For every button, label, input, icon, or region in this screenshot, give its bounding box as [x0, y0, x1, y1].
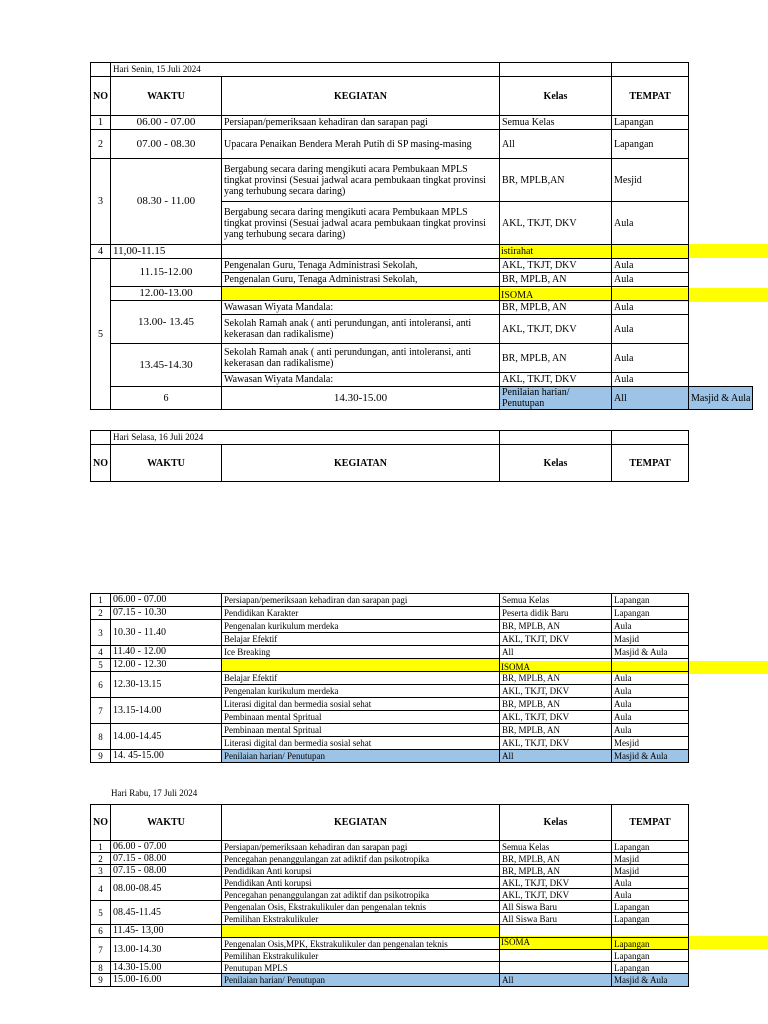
header-kegiatan: KEGIATAN	[222, 77, 500, 116]
table-row: 7 13.00-14.30 Pengenalan Osis,MPK, Ekstrakulikuler dan pengenalan teknis Lapangan	[91, 938, 689, 950]
table-row: 5 12.00 - 12.30	[91, 659, 689, 672]
day-title: Hari Rabu, 17 Juli 2024	[111, 788, 198, 798]
table-row: 4 11,00-11.15	[91, 245, 753, 259]
isoma-label: ISOMA	[501, 937, 531, 947]
table-row: 1 06.00 - 07.00 Persiapan/pemeriksaan kehadiran dan sarapan pagi Semua Kelas Lapangan	[91, 841, 689, 853]
table-row: 2 07.15 - 08.00 Pencegahan penanggulangan zat adiktif dan psikotropika BR, MPLB, AN Masjid	[91, 853, 689, 865]
table-row: Pemilihan Ekstrakulikuler All Siswa Baru Lapangan	[91, 913, 689, 925]
table-row: Bergabung secara daring mengikuti acara Pembukaan MPLS tingkat provinsi (Sesuai jadwal acara pembukaan tingkat provinsi yang terhubung secara daring) AKL, TKJT, DKV Aula	[91, 202, 753, 245]
day-title: Hari Selasa, 16 Juli 2024	[111, 431, 500, 445]
schedule-table-senin	[90, 62, 753, 410]
table-row: 1 06.00 - 07.00 Persiapan/pemeriksaan kehadiran dan sarapan pagi Semua Kelas Lapangan	[91, 116, 753, 130]
table-row: 2 07.00 - 08.30 Upacara Penaikan Bendera Merah Putih di SP masing-masing All Lapangan	[91, 130, 753, 159]
table-row: 12.00-13.00	[91, 287, 753, 301]
table-row: 2 07.15 - 10.30 Pendidikan Karakter Peserta didik Baru Lapangan	[91, 607, 689, 620]
table-row: 6 12.30-13.15 Belajar Efektif BR, MPLB, AN Aula	[91, 672, 689, 685]
table-row: 9 15.00-16.00 Penilaian harian/ Penutupan All Masjid & Aula	[91, 974, 689, 987]
table-row: 3 07.15 - 08.00 Pendidikan Anti korupsi BR, MPLB, AN Masjid	[91, 865, 689, 877]
header-kelas: Kelas	[500, 77, 612, 116]
header-tempat: TEMPAT	[612, 77, 689, 116]
table-row: Wawasan Wiyata Mandala: AKL, TKJT, DKV Aula	[91, 373, 753, 387]
schedule-table-rabu-header: NO WAKTU KEGIATAN Kelas TEMPAT	[90, 804, 689, 841]
table-row: 9 14. 45-15.00 Penilaian harian/ Penutupan All Masjid & Aula	[91, 750, 689, 763]
day-title: Hari Senin, 15 Juli 2024	[111, 63, 500, 77]
table-row: 5 08.45-11.45 Pengenalan Osis, Ekstrakulikuler dan pengenalan teknis All Siswa Baru Lapangan	[91, 901, 689, 913]
table-row: 4 11.40 - 12.00 Ice Breaking All Masjid & Aula	[91, 646, 689, 659]
table-row: 6 14.30-15.00 Penilaian harian/ Penutupan All Masjid & Aula	[91, 387, 753, 410]
table-row: Pengenalan kurikulum merdeka AKL, TKJT, DKV Aula	[91, 685, 689, 698]
istirahat-label: istirahat	[501, 246, 534, 257]
table-row: 3 08.30 - 11.00 Bergabung secara daring mengikuti acara Pembukaan MPLS tingkat provinsi (Sesuai jadwal acara pembukaan tingkat provinsi yang terhubung secara daring) BR, MPLB,AN Mesjid	[91, 159, 753, 202]
table-row: 6 11.45- 13,00	[91, 925, 689, 938]
table-row: 13.00- 13.45 Wawasan Wiyata Mandala: BR, MPLB, AN Aula	[91, 301, 753, 315]
table-row: Belajar Efektif AKL, TKJT, DKV Masjid	[91, 633, 689, 646]
table-row: Literasi digital dan bermedia sosial sehat AKL, TKJT, DKV Mesjid	[91, 737, 689, 750]
table-row: 4 08.00-08.45 Pendidikan Anti korupsi AKL, TKJT, DKV Aula	[91, 877, 689, 889]
table-row: 8 14.00-14.45 Pembinaan mental Spritual BR, MPLB, AN Aula	[91, 724, 689, 737]
schedule-table-selasa-header: Hari Selasa, 16 Juli 2024 NO WAKTU KEGIATAN Kelas TEMPAT	[90, 430, 689, 482]
header-waktu: WAKTU	[111, 77, 222, 116]
table-row: 8 14.30-15.00 Penutupan MPLS Lapangan	[91, 962, 689, 974]
table-row: Pembinaan mental Spritual AKL, TKJT, DKV Aula	[91, 711, 689, 724]
schedule-table-selasa	[90, 593, 689, 763]
table-row: Pencegahan penanggulangan zat adiktif dan psikotropika AKL, TKJT, DKV Aula	[91, 889, 689, 901]
isoma-label: ISOMA	[501, 290, 534, 301]
table-row: 3 10.30 - 11.40 Pengenalan kurikulum merdeka BR, MPLB, AN Aula	[91, 620, 689, 633]
table-row: 7 13.15-14.00 Literasi digital dan bermedia sosial sehat BR, MPLB, AN Aula	[91, 698, 689, 711]
table-row: Pengenalan Guru, Tenaga Administrasi Sekolah, BR, MPLB, AN Aula	[91, 273, 753, 287]
table-row: 1 06.00 - 07.00 Persiapan/pemeriksaan kehadiran dan sarapan pagi Semua Kelas Lapangan	[91, 594, 689, 607]
table-row: 5 11.15-12.00 Pengenalan Guru, Tenaga Administrasi Sekolah, AKL, TKJT, DKV Aula	[91, 259, 753, 273]
isoma-label: ISOMA	[501, 662, 531, 672]
header-no: NO	[91, 77, 111, 116]
table-row: 13.45-14.30 Sekolah Ramah anak ( anti perundungan, anti intoleransi, anti kekerasan dan radikalisme) BR, MPLB, AN Aula	[91, 344, 753, 373]
table-row: Sekolah Ramah anak ( anti perundungan, anti intoleransi, anti kekerasan dan radikalisme) AKL, TKJT, DKV Aula	[91, 315, 753, 344]
schedule-table-rabu	[90, 840, 689, 987]
table-row: Pemilihan Ekstrakulikuler Lapangan	[91, 950, 689, 962]
